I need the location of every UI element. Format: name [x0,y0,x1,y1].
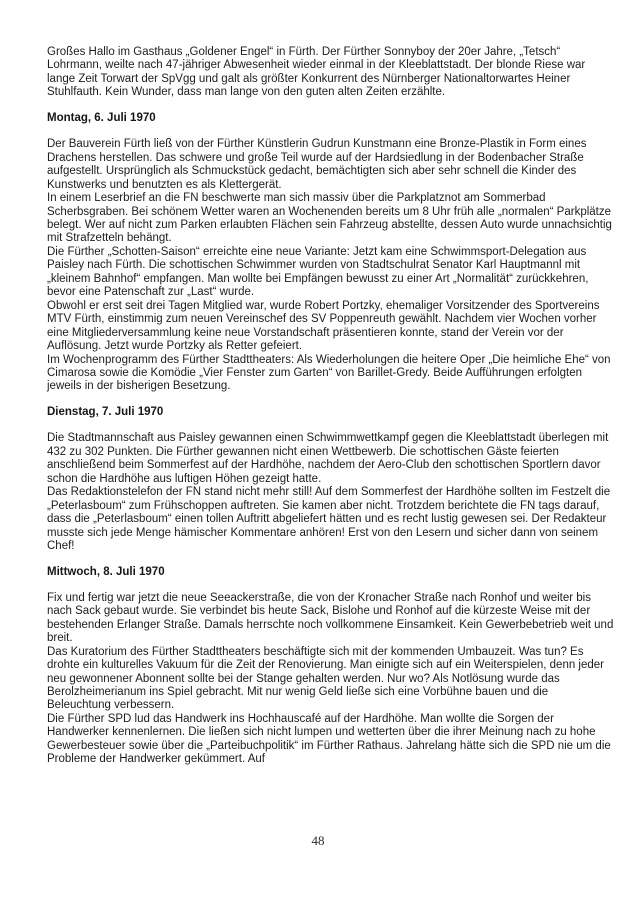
section-heading: Dienstag, 7. Juli 1970 [47,406,164,419]
paragraph: Fix und fertig war jetzt die neue Seeackerstraße, die von der Kronacher Straße nach Ronhof und weiter bis nach Sack gebaut wurde. Sie verbindet bis heute Sack, Bislohe und Ronhof auf die kürzeste Weise mit der bestehenden Erlanger Straße. Damals herrschte noch vollkommene Einsamkeit. Kein Gewerbebetrieb weit und breit. [47,591,614,645]
paragraph: In einem Leserbrief an die FN beschwerte man sich massiv über die Parkplatznot am Sommerbad Scherbsgraben. Bei schönem Wetter waren an Wochenenden bereits um 8 Uhr früh alle „normalen“ Parkplätze belegt. Wer auf nicht zum Parken erlaubten Flächen sein Fahrzeug abstellte, dessen Auto wurde unnachsichtig mit Strafzetteln behängt. [47,192,612,245]
page-text [47,46,614,767]
paragraph: Das Kuratorium des Fürther Stadttheaters beschäftigte sich mit der kommenden Umbauzeit. Was tun? Es drohte ein kulturelles Vakuum für die Zeit der Renovierung. Man einigte sich auf ein Weiterspielen, denn jeder neu gewonnener Abonnent sollte bei der Stange gehalten werden. Nur wo? Als Notlösung wurde das Berolzheimerianum ins Spiel gebracht. Mit nur wenig Geld ließe sich eine Vorbühne bauen und die Beleuchtung verbessern. [47,645,604,712]
paragraph: Obwohl er erst seit drei Tagen Mitglied war, wurde Robert Portzky, ehemaliger Vorsitzender des Sportvereins MTV Fürth, einstimmig zum neuen Vereinschef des SV Poppenreuth gewählt. Nachdem vier Wochen vorher eine Mitgliederversammlung keine neue Vorstandschaft präsentieren konnte, stand der Verein vor der Auflösung. Jetzt wurde Portzky als Retter gefeiert. [47,299,600,353]
paragraph: Die Fürther „Schotten-Saison“ erreichte eine neue Variante: Jetzt kam eine Schwimmsport-Delegation aus Paisley nach Fürth. Die schottischen Schwimmer wurden von Stadtschulrat Senator Karl Hauptmannl mit „kleinem Bahnhof“ empfangen. Man wollte bei Empfängen bewusst zu einer Art „Normalität“ zurückkehren, bevor eine Patenschaft zur „Last“ wurde. [47,245,589,299]
paragraph: Großes Hallo im Gasthaus „Goldener Engel“ in Fürth. Der Fürther Sonnyboy der 20er Jahre, „Tetsch“ Lohrmann, weilte nach 47-jähriger Abwesenheit wieder einmal in der Kleeblattstadt. Der blonde Riese war lange Zeit Torwart der SpVgg und galt als größter Konkurrent des Nürnberger Nationaltorwartes Heiner Stuhlfauth. Kein Wunder, dass man lange von den guten alten Zeiten erzählte. [47,46,586,99]
section-heading: Mittwoch, 8. Juli 1970 [47,565,165,578]
paragraph: Im Wochenprogramm des Fürther Stadttheaters: Als Wiederholungen die heitere Oper „Die heimliche Ehe“ von Cimarosa sowie die Komödie „Vier Fenster zum Garten“ von Barillet-Gredy. Beide Aufführungen erfolgten jeweils in der bisherigen Besetzung. [47,353,611,393]
paragraph: Der Bauverein Fürth ließ von der Fürther Künstlerin Gudrun Kunstmann eine Bronze-Plastik in Form eines Drachens herstellen. Das schwere und große Teil wurde auf der Hardsiedlung in der Bodenbacher Straße aufgestellt. Ursprünglich als Schmuckstück gedacht, bemächtigten sich aber sehr schnell die Kinder des Kunstwerks und benutzten es als Klettergerät. [47,138,587,191]
section-heading: Montag, 6. Juli 1970 [47,112,156,125]
paragraph: Die Stadtmannschaft aus Paisley gewannen einen Schwimmwettkampf gegen die Kleeblattstadt überlegen mit 432 zu 302 Punkten. Die Fürther gewannen nicht einen Wettbewerb. Die schottischen Gäste feierten anschließend beim Sommerfest auf der Hardhöhe, nachdem der Aero-Club den schottischen Sportlern davor schon die Hardhöhe aus luftigen Höhen gezeigt hatte. [47,432,609,485]
paragraph: Die Fürther SPD lud das Handwerk ins Hochhauscafé auf der Hardhöhe. Man wollte die Sorgen der Handwerker kennenlernen. Die ließen sich nicht lumpen und wetterten über die ihrer Meinung nach zu hohe Gewerbesteuer sowie über die „Parteibuchpolitik“ im Fürther Rathaus. Jahrelang hätte sich die SPD nie um die Probleme der Handwerker gekümmert. Auf [47,712,611,766]
page-number: 48 [311,833,325,848]
paragraph: Das Redaktionstelefon der FN stand nicht mehr still! Auf dem Sommerfest der Hardhöhe sollten im Festzelt die „Peterlasboum“ zum Frühschoppen auftreten. Sie kamen aber nicht. Trotzdem berichtete die FN tags darauf, dass die „Peterlasboum“ einen tollen Auftritt abgeliefert hätten und es recht lustig gewesen sei. Der Redakteur musste sich jede Menge hämischer Kommentare anhören! Erst von den Lesern und sicher dann von seinem Chef! [47,486,611,552]
